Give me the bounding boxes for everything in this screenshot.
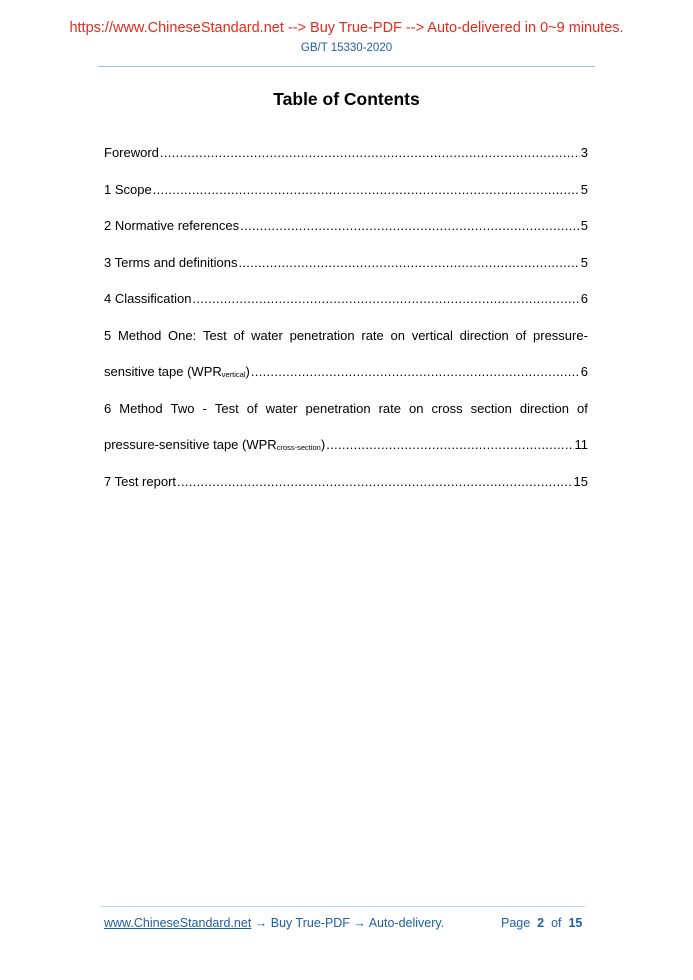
toc-word: penetration bbox=[289, 327, 355, 343]
toc-leader-dots bbox=[177, 473, 573, 491]
footer-promo-text: → Buy True-PDF → Auto-delivery. bbox=[251, 916, 445, 930]
header-divider bbox=[98, 66, 595, 67]
toc-word: direction bbox=[519, 400, 569, 416]
toc-word: rate bbox=[361, 327, 384, 343]
toc-entry-method-two-line1[interactable] bbox=[104, 400, 588, 418]
page-indicator bbox=[501, 916, 582, 930]
toc-entry-classification[interactable] bbox=[104, 290, 588, 308]
toc-entry-label bbox=[104, 363, 250, 384]
promo-banner[interactable]: https://www.ChineseStandard.net --> Buy True-PDF --> Auto-delivered in 0~9 minutes. bbox=[69, 20, 624, 36]
toc-word: Two bbox=[170, 400, 195, 416]
toc-leader-dots bbox=[238, 254, 579, 272]
toc-entry-label: Foreword bbox=[104, 145, 159, 160]
toc-entry-page: 11 bbox=[574, 437, 588, 452]
toc-entry-terms-definitions[interactable] bbox=[104, 254, 588, 272]
standard-number: GB/T 15330-2020 bbox=[300, 42, 393, 54]
toc-entry-label: 4 Classification bbox=[104, 291, 192, 306]
toc-entry-test-report[interactable] bbox=[104, 473, 588, 491]
toc-word: of bbox=[515, 327, 527, 343]
toc-word: One: bbox=[168, 327, 197, 343]
toc-entry-page: 6 bbox=[580, 291, 588, 306]
total-pages-number: 15 bbox=[568, 916, 583, 930]
toc-word: 5 bbox=[104, 327, 112, 343]
toc-word: water bbox=[265, 400, 298, 416]
footer-promo[interactable] bbox=[104, 916, 444, 930]
toc-label-text: ) bbox=[320, 437, 326, 452]
toc-word: of bbox=[577, 400, 588, 416]
toc-entry-normative-references[interactable] bbox=[104, 217, 588, 235]
toc-entry-method-one-line2[interactable] bbox=[104, 363, 588, 381]
page-title: Table of Contents bbox=[273, 89, 420, 109]
table-of-contents bbox=[104, 144, 588, 509]
toc-entry-page: 5 bbox=[580, 218, 588, 233]
toc-word: Test bbox=[202, 327, 227, 343]
toc-leader-dots bbox=[153, 181, 580, 199]
toc-leader-dots bbox=[251, 363, 580, 381]
toc-word: on bbox=[390, 327, 405, 343]
footer-divider bbox=[101, 906, 585, 907]
toc-word: Method bbox=[119, 400, 163, 416]
toc-entry-scope[interactable] bbox=[104, 181, 588, 199]
toc-subscript: vertical bbox=[221, 370, 246, 379]
toc-entry-label: 1 Scope bbox=[104, 181, 152, 197]
toc-leader-dots bbox=[240, 217, 580, 235]
page-word: Page bbox=[501, 916, 531, 930]
toc-word: pressure- bbox=[533, 327, 588, 343]
toc-word: water bbox=[251, 327, 283, 343]
toc-word: vertical bbox=[411, 327, 453, 343]
toc-entry-page: 3 bbox=[580, 145, 588, 160]
toc-entry-page: 5 bbox=[580, 181, 588, 197]
toc-word: - bbox=[202, 400, 207, 416]
toc-word: of bbox=[233, 327, 245, 343]
toc-word: cross bbox=[431, 400, 463, 416]
toc-entry-page: 5 bbox=[580, 254, 588, 270]
toc-label-text: ) bbox=[245, 364, 250, 379]
of-word: of bbox=[551, 916, 562, 930]
toc-entry-page: 15 bbox=[573, 473, 588, 489]
toc-entry-method-two-line2[interactable] bbox=[104, 436, 588, 454]
toc-word: Method bbox=[117, 327, 162, 343]
toc-entry-page: 6 bbox=[580, 364, 588, 379]
toc-word: section bbox=[470, 400, 512, 416]
toc-entry-foreword[interactable] bbox=[104, 144, 588, 162]
toc-entry-label: 2 Normative references bbox=[104, 218, 240, 233]
toc-word: on bbox=[409, 400, 424, 416]
toc-word: penetration bbox=[305, 400, 371, 416]
toc-leader-dots bbox=[160, 144, 580, 162]
footer-link[interactable]: www.ChineseStandard.net bbox=[104, 916, 252, 930]
toc-entry-label: 3 Terms and definitions bbox=[104, 254, 238, 270]
toc-label-text: pressure-sensitive tape (WPR bbox=[104, 437, 277, 452]
toc-entry-method-one-line1[interactable] bbox=[104, 327, 588, 345]
current-page-number: 2 bbox=[537, 916, 545, 930]
toc-word: direction bbox=[459, 327, 509, 343]
toc-word: of bbox=[246, 400, 258, 416]
toc-entry-label bbox=[104, 436, 325, 457]
toc-leader-dots bbox=[192, 290, 579, 308]
toc-entry-label: 7 Test report bbox=[104, 473, 177, 489]
toc-word: 6 bbox=[104, 400, 112, 416]
toc-word: Test bbox=[214, 400, 239, 416]
toc-word: rate bbox=[378, 400, 401, 416]
toc-label-text: sensitive tape (WPR bbox=[104, 364, 222, 379]
toc-leader-dots bbox=[326, 436, 573, 454]
toc-subscript: cross-section bbox=[276, 443, 321, 452]
